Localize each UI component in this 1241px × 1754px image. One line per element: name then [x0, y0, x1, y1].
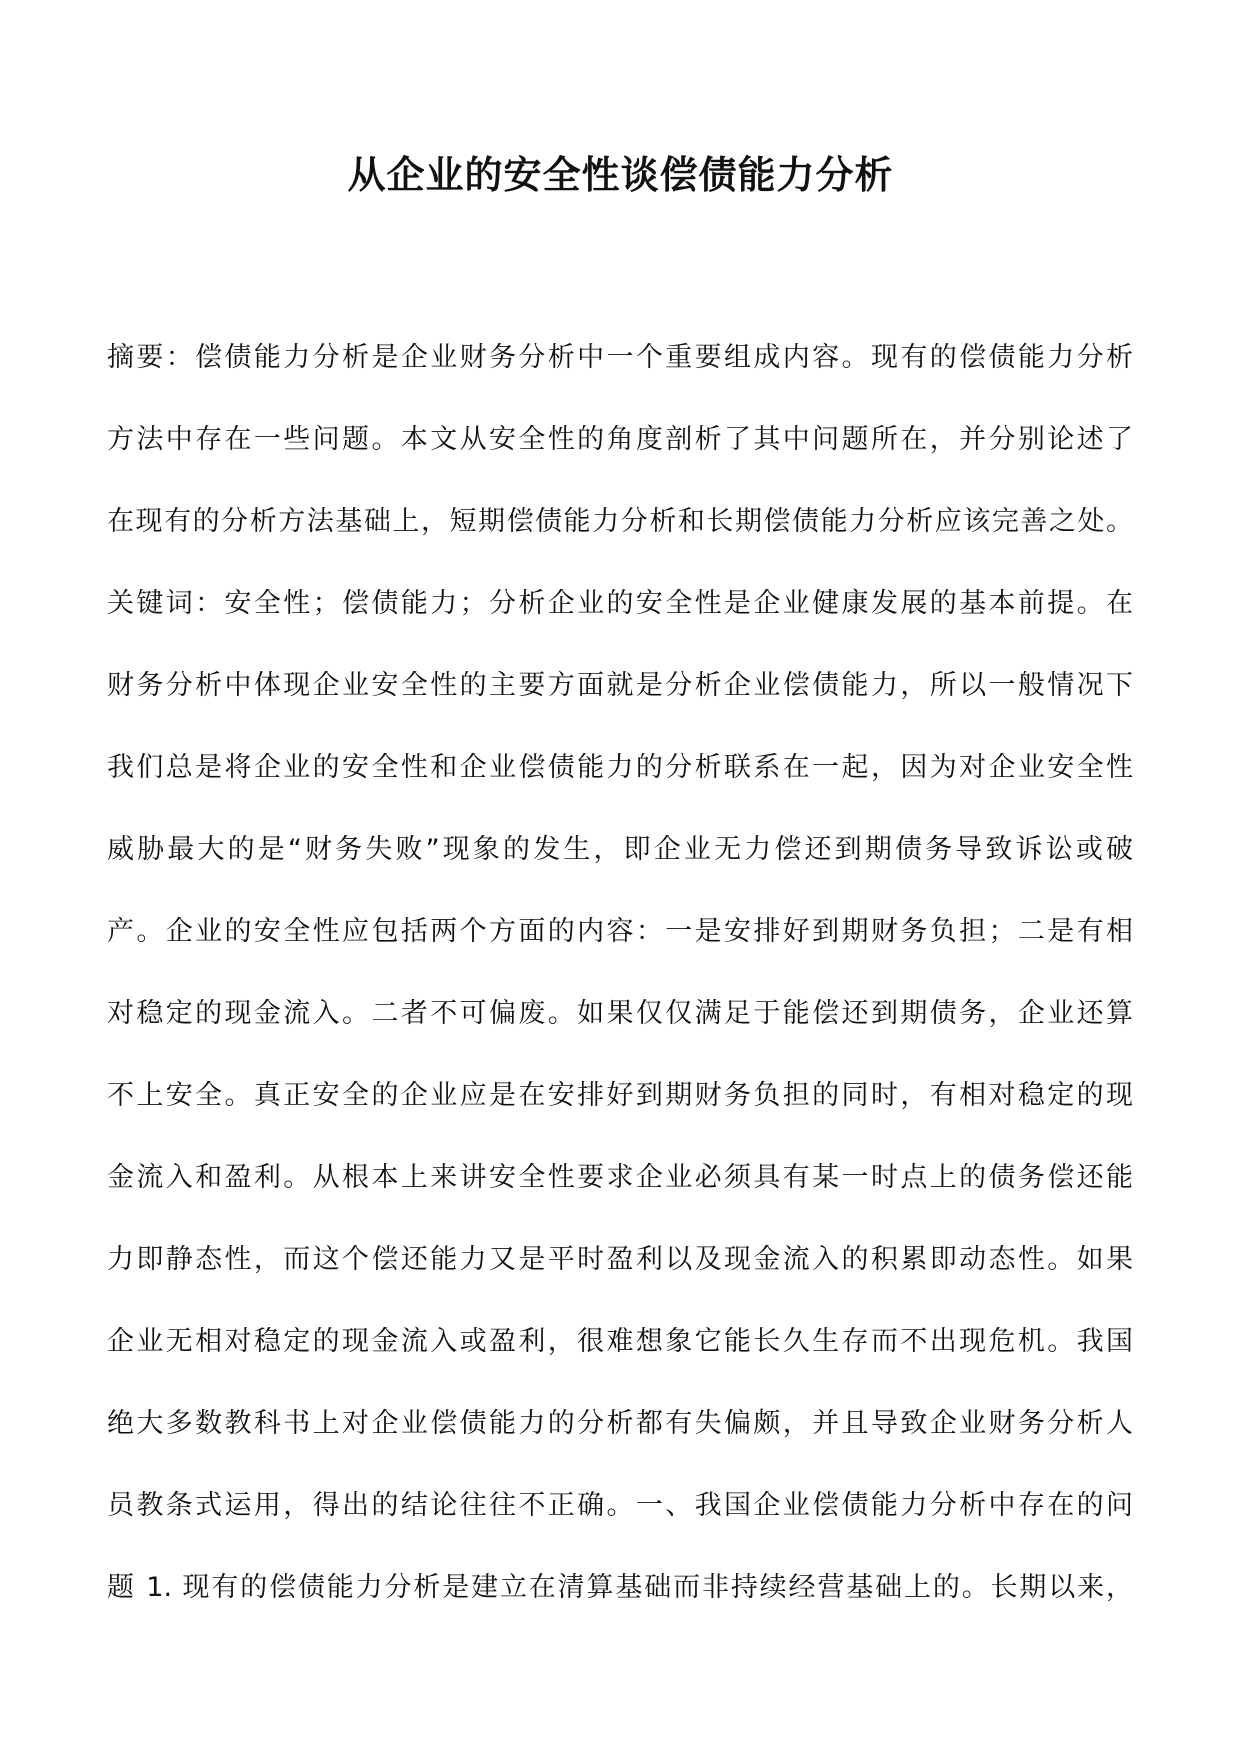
- body-line: 金流入和盈利。从根本上来讲安全性要求企业必须具有某一时点上的债务偿还能: [107, 1162, 1133, 1193]
- body-line: 企业无相对稳定的现金流入或盈利，很难想象它能长久生存而不出现危机。我国: [107, 1326, 1133, 1357]
- body-line: 摘要：偿债能力分析是企业财务分析中一个重要组成内容。现有的偿债能力分析: [107, 342, 1133, 373]
- body-line: 题 1. 现有的偿债能力分析是建立在清算基础而非持续经营基础上的。长期以来，: [107, 1572, 1133, 1603]
- body-line: 在现有的分析方法基础上，短期偿债能力分析和长期偿债能力分析应该完善之处。: [107, 506, 1133, 537]
- body-line: 关键词：安全性；偿债能力；分析企业的安全性是企业健康发展的基本前提。在: [107, 588, 1133, 619]
- body-line: 员教条式运用，得出的结论往往不正确。一、我国企业偿债能力分析中存在的问: [107, 1490, 1133, 1521]
- body-line: 力即静态性，而这个偿还能力又是平时盈利以及现金流入的积累即动态性。如果: [107, 1244, 1133, 1275]
- body-line: 威胁最大的是“财务失败”现象的发生，即企业无力偿还到期债务导致诉讼或破: [107, 834, 1133, 865]
- body-line: 不上安全。真正安全的企业应是在安排好到期财务负担的同时，有相对稳定的现: [107, 1080, 1133, 1111]
- body-line: 对稳定的现金流入。二者不可偏废。如果仅仅满足于能偿还到期债务，企业还算: [107, 998, 1133, 1029]
- document-body: [107, 338, 1133, 1650]
- body-line: 财务分析中体现企业安全性的主要方面就是分析企业偿债能力，所以一般情况下: [107, 670, 1133, 701]
- body-line: 方法中存在一些问题。本文从安全性的角度剖析了其中问题所在，并分别论述了: [107, 424, 1133, 455]
- body-line: 产。企业的安全性应包括两个方面的内容：一是安排好到期财务负担；二是有相: [107, 916, 1133, 947]
- body-line: 我们总是将企业的安全性和企业偿债能力的分析联系在一起，因为对企业安全性: [107, 752, 1133, 783]
- body-line: 绝大多数教科书上对企业偿债能力的分析都有失偏颇，并且导致企业财务分析人: [107, 1408, 1133, 1439]
- document-title: 从企业的安全性谈偿债能力分析: [347, 153, 894, 197]
